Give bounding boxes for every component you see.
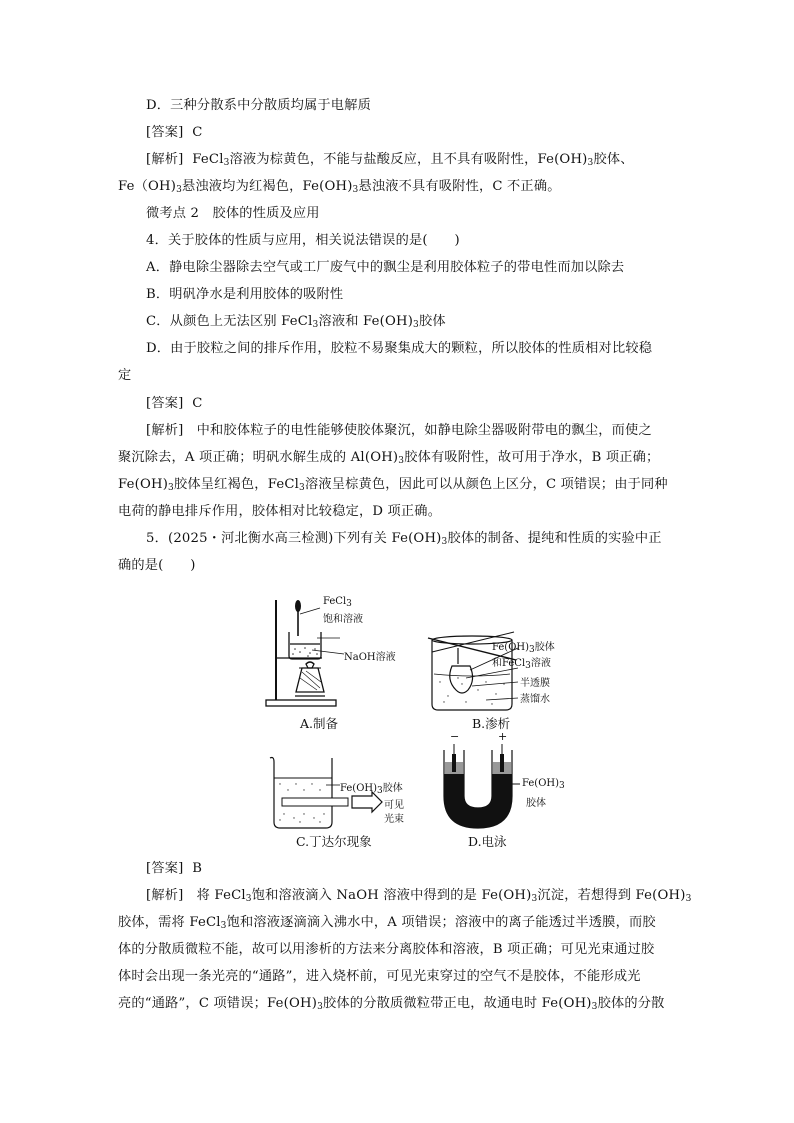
text-run: 胶体的制备、提纯和性质的实验中正 xyxy=(447,531,662,546)
label-naoh-solution: NaOH溶液 xyxy=(344,652,396,663)
subscript: 3 xyxy=(317,1002,324,1012)
q5-explanation-line4: 体时会出现一条光亮的“通路”，进入烧杯前，可见光束穿过的空气不是胶体，不能形成光 xyxy=(118,969,641,984)
q4-option-d-line2: 定 xyxy=(118,368,132,383)
answer-value: C xyxy=(192,125,203,140)
q4-stem: 4．关于胶体的性质与应用，相关说法错误的是( ) xyxy=(146,233,460,248)
text-run: 亮的“通路”，C 项错误；Fe(OH) xyxy=(118,996,318,1011)
text-run: 胶体 xyxy=(382,783,403,794)
label-light-beam: 光束 xyxy=(384,814,404,825)
subscript: 3 xyxy=(223,158,230,168)
subscript: 3 xyxy=(559,781,565,791)
text-run: FeCl xyxy=(323,596,347,607)
text-run: 溶液为棕黄色，不能与盐酸反应，且不具有吸附性，Fe(OH) xyxy=(229,152,588,167)
q4-explanation-line1 xyxy=(146,422,652,440)
label-distilled-water: 蒸馏水 xyxy=(520,694,550,705)
label-feoh3-colloid xyxy=(340,779,403,794)
subscript: 3 xyxy=(377,786,383,796)
subscript: 3 xyxy=(398,456,405,466)
q5-explanation-line5 xyxy=(118,995,665,1013)
subscript: 3 xyxy=(441,537,448,547)
figure-b-dialysis xyxy=(426,630,576,734)
q3-explanation-line1 xyxy=(146,151,634,169)
label-semipermeable-membrane: 半透膜 xyxy=(520,678,550,689)
answer-value: B xyxy=(192,861,203,876)
text-run: 溶液呈棕黄色，因此可以从颜色上区分，C 项错误；由于同种 xyxy=(304,477,668,492)
subscript: 3 xyxy=(525,661,531,671)
text-run: 溶液和 Fe(OH) xyxy=(318,314,414,329)
caption-a: A.制备 xyxy=(300,716,339,731)
text-run: Fe(OH) xyxy=(522,778,560,789)
text-run: 胶体、 xyxy=(593,152,634,167)
subscript: 3 xyxy=(685,894,692,904)
subscript: 3 xyxy=(312,320,319,330)
text-run: 胶体的分散 xyxy=(597,996,665,1011)
text-run: 溶液 xyxy=(530,658,551,669)
text-run: 聚沉除去，A 项正确；明矾水解生成的 Al(OH) xyxy=(118,450,399,465)
text-run: 胶体的分散质微粒带正电，故通电时 Fe(OH) xyxy=(323,996,592,1011)
answer-label: [答案] xyxy=(146,396,184,411)
explanation-label: [解析] xyxy=(146,888,184,903)
q4-explanation-line4: 电荷的静电排斥作用，胶体相对比较稳定，D 项正确。 xyxy=(118,504,442,519)
text-run: 中和胶体粒子的电性能够使胶体聚沉，如静电除尘器吸附带电的飘尘，而使之 xyxy=(196,423,652,438)
q4-option-a: A．静电除尘器除去空气或工厂废气中的飘尘是利用胶体粒子的带电性而加以除去 xyxy=(146,260,625,275)
subscript: 3 xyxy=(587,158,594,168)
text-run: 悬浊液均为红褐色，Fe(OH) xyxy=(182,179,353,194)
text-run: 饱和溶液逐滴滴入沸水中，A 项错误；溶液中的离子能透过半透膜，而胶 xyxy=(226,915,656,930)
text-run: 胶体 xyxy=(418,314,446,329)
subscript: 3 xyxy=(591,1002,598,1012)
q4-option-d-line1: D．由于胶粒之间的排斥作用，胶粒不易聚集成大的颗粒，所以胶体的性质相对比较稳 xyxy=(146,341,653,356)
q5-stem-line1 xyxy=(146,530,662,548)
answer-label: [答案] xyxy=(146,125,184,140)
text-run: C．从颜色上无法区别 FeCl xyxy=(146,314,313,329)
subscript: 3 xyxy=(529,645,535,655)
q5-answer xyxy=(146,860,202,878)
text-run: 胶体，需将 FeCl xyxy=(118,915,221,930)
subscript: 3 xyxy=(245,894,252,904)
q4-option-c xyxy=(146,313,446,331)
text-run: Fe(OH) xyxy=(118,477,169,492)
section-heading: 微考点 2 胶体的性质及应用 xyxy=(146,206,320,221)
text-run: 沉淀，若想得到 Fe(OH) xyxy=(537,888,686,903)
q4-answer xyxy=(146,395,203,413)
label-fecl3-solution xyxy=(492,654,551,669)
text-run: Fe(OH) xyxy=(340,783,378,794)
label-feoh3-colloid xyxy=(492,638,555,653)
q4-option-b: B．明矾净水是利用胶体的吸附性 xyxy=(146,287,344,302)
caption-b: B.渗析 xyxy=(472,716,511,731)
q4-explanation-line2 xyxy=(118,449,659,467)
label-fecl3 xyxy=(323,596,352,607)
q3-option-d: D．三种分散系中分散质均属于电解质 xyxy=(146,98,371,113)
text-run: 饱和溶液滴入 NaOH 溶液中得到的是 Fe(OH) xyxy=(251,888,532,903)
answer-value: C xyxy=(192,396,203,411)
subscript: 3 xyxy=(413,320,419,330)
subscript: 3 xyxy=(531,894,538,904)
figure-d-electrophoresis xyxy=(436,730,566,852)
q5-explanation-line2 xyxy=(118,914,656,932)
label-saturated-solution: 饱和溶液 xyxy=(323,614,363,625)
label-minus: − xyxy=(450,730,460,743)
q5-stem-line2: 确的是( ) xyxy=(118,558,196,573)
text-run: 胶体有吸附性，故可用于净水，B 项正确； xyxy=(404,450,660,465)
q5-explanation-line1 xyxy=(146,887,692,905)
figure-c-tyndall xyxy=(266,752,416,852)
text-run: 和FeCl xyxy=(492,658,526,669)
label-colloid: 胶体 xyxy=(526,798,546,809)
text-run: FeCl xyxy=(192,152,224,167)
figure-a-preparation xyxy=(262,592,396,732)
explanation-label: [解析] xyxy=(146,423,184,438)
q3-explanation-line2 xyxy=(118,178,561,196)
caption-c: C.丁达尔现象 xyxy=(296,834,372,849)
subscript: 3 xyxy=(168,483,174,493)
label-visible: 可见 xyxy=(384,800,404,811)
subscript: 3 xyxy=(299,483,305,493)
explanation-label: [解析] xyxy=(146,152,184,167)
subscript: 3 xyxy=(346,599,352,609)
q3-answer xyxy=(146,124,203,142)
subscript: 3 xyxy=(352,185,359,195)
text-run: 将 FeCl xyxy=(196,888,246,903)
caption-d: D.电泳 xyxy=(468,834,507,849)
label-plus: + xyxy=(498,730,508,743)
text-run: 胶体 xyxy=(534,642,555,653)
text-run: 胶体呈红褐色，FeCl xyxy=(173,477,300,492)
text-run: Fe（OH) xyxy=(118,179,177,194)
answer-label: [答案] xyxy=(146,861,184,876)
text-run: 悬浊液不具有吸附性，C 不正确。 xyxy=(358,179,561,194)
text-run: 5．(2025・河北衡水高三检测)下列有关 Fe(OH) xyxy=(146,531,442,546)
subscript: 3 xyxy=(220,921,227,931)
label-feoh3 xyxy=(522,778,565,789)
q5-explanation-line3: 体的分散质微粒不能，故可以用渗析的方法来分离胶体和溶液，B 项正确；可见光束通过胶 xyxy=(118,942,655,957)
text-run: Fe(OH) xyxy=(492,642,530,653)
q4-explanation-line3 xyxy=(118,476,668,494)
subscript: 3 xyxy=(176,185,183,195)
